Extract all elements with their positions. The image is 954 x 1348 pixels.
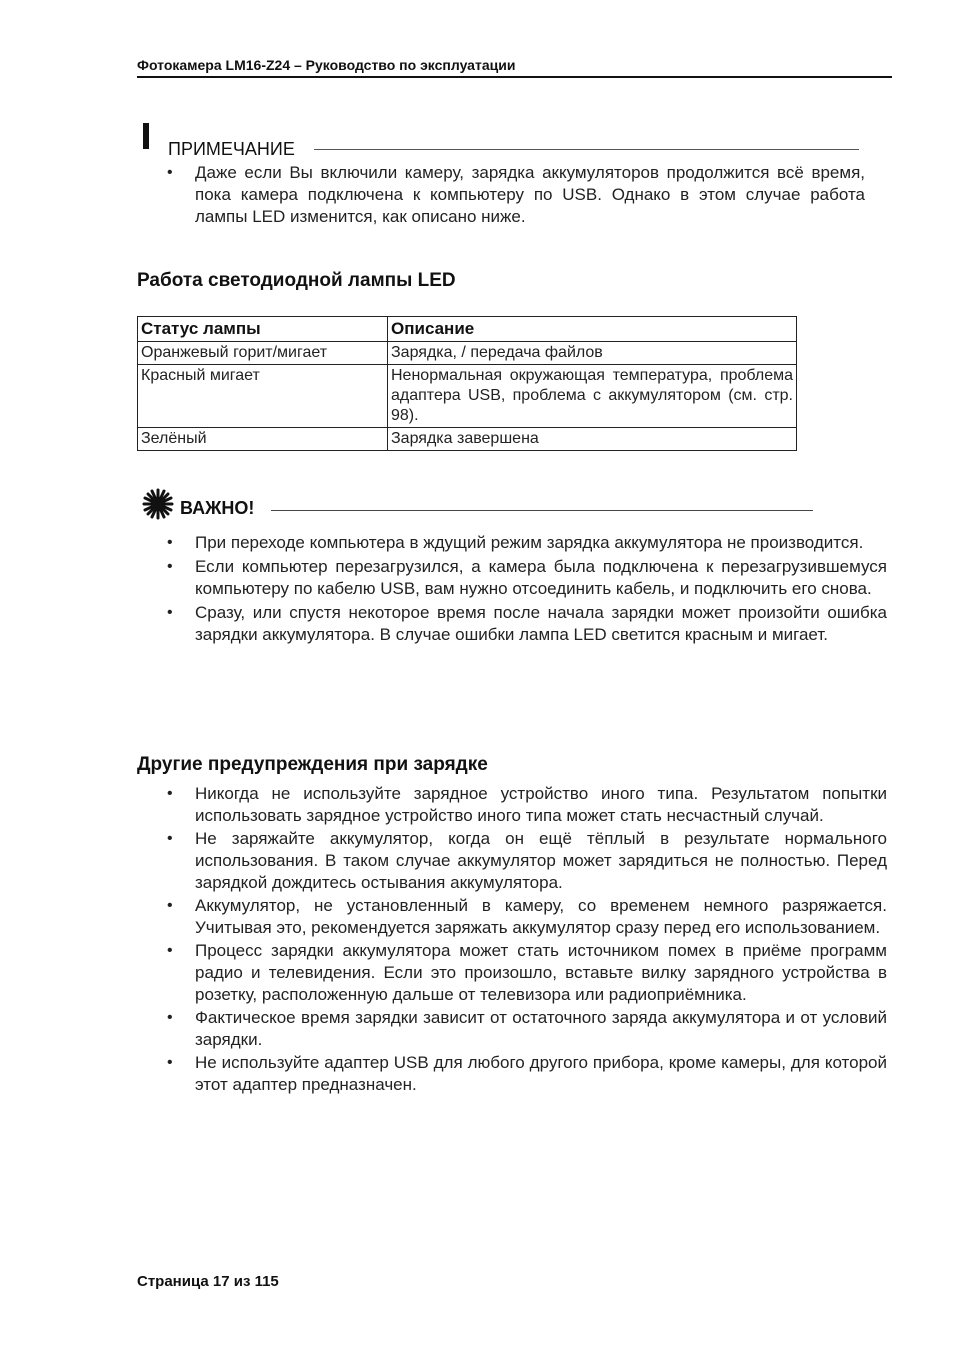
list-item: • Не заряжайте аккумулятор, когда он ещё тёплый в результате нормального использования. В таком случае аккумулятор может зарядиться не полностью. Перед зарядкой дождитесь остывания аккумулятора. — [165, 828, 887, 894]
list-item: • При переходе компьютера в ждущий режим зарядка аккумулятора не производится. — [165, 532, 887, 554]
starburst-icon — [142, 488, 174, 520]
note-rule — [314, 149, 859, 150]
list-item: • Фактическое время зарядки зависит от остаточного заряда аккумулятора и от условий зарядки. — [165, 1007, 887, 1051]
list-item: • Процесс зарядки аккумулятора может стать источником помех в приёме программ радио и телевидения. Если это произошло, вставьте вилку зарядного устройства в розетку, расположенную дальше от телевизора или радиоприёмника. — [165, 940, 887, 1006]
table-cell-description: Зарядка завершена — [388, 428, 797, 451]
table-cell-status: Красный мигает — [138, 365, 388, 428]
table-header-description: Описание — [388, 317, 797, 342]
table-cell-description: Зарядка, / передача файлов — [388, 342, 797, 365]
list-item: • Никогда не используйте зарядное устройство иного типа. Результатом попытки использовать зарядное устройство иного типа может стать несчастный случай. — [165, 783, 887, 827]
led-status-table — [137, 316, 797, 451]
list-item: • Если компьютер перезагрузился, а камера была подключена к перезагрузившемуся компьютеру по кабелю USB, вам нужно отсоединить кабель, и подключить его снова. — [165, 556, 887, 600]
page-number: Страница 17 из 115 — [137, 1273, 279, 1290]
table-header-status: Статус лампы — [138, 317, 388, 342]
table-header-row — [138, 317, 797, 342]
note-item: • Даже если Вы включили камеру, зарядка аккумуляторов продолжится всё время, пока камера подключена к компьютеру по USB. Однако в этом случае работа лампы LED изменится, как описано ниже. — [165, 162, 865, 228]
table-cell-status: Зелёный — [138, 428, 388, 451]
note-icon — [143, 123, 149, 149]
led-section-heading: Работа светодиодной лампы LED — [137, 270, 456, 291]
table-cell-description: Ненормальная окружающая температура, проблема адаптера USB, проблема с аккумулятором (см. стр. 98). — [388, 365, 797, 428]
header-rule — [137, 76, 892, 78]
important-list — [165, 532, 887, 646]
important-rule — [271, 510, 813, 511]
table-cell-status: Оранжевый горит/мигает — [138, 342, 388, 365]
warnings-list — [165, 783, 887, 1096]
list-item: • Сразу, или спустя некоторое время после начала зарядки может произойти ошибка зарядки аккумулятора. В случае ошибки лампа LED светится красным и мигает. — [165, 602, 887, 646]
table-row — [138, 342, 797, 365]
important-title: ВАЖНО! — [180, 498, 255, 518]
running-header: Фотокамера LM16-Z24 – Руководство по эксплуатации — [137, 57, 516, 73]
note-title: ПРИМЕЧАНИЕ — [168, 139, 295, 159]
warnings-section-heading: Другие предупреждения при зарядке — [137, 754, 488, 775]
list-item: • Не используйте адаптер USB для любого другого прибора, кроме камеры, для которой этот адаптер предназначен. — [165, 1052, 887, 1096]
table-row — [138, 428, 797, 451]
list-item: • Аккумулятор, не установленный в камеру, со временем немного разряжается. Учитывая это, рекомендуется заряжать аккумулятор сразу перед его использованием. — [165, 895, 887, 939]
note-list — [165, 162, 865, 228]
table-row — [138, 365, 797, 428]
